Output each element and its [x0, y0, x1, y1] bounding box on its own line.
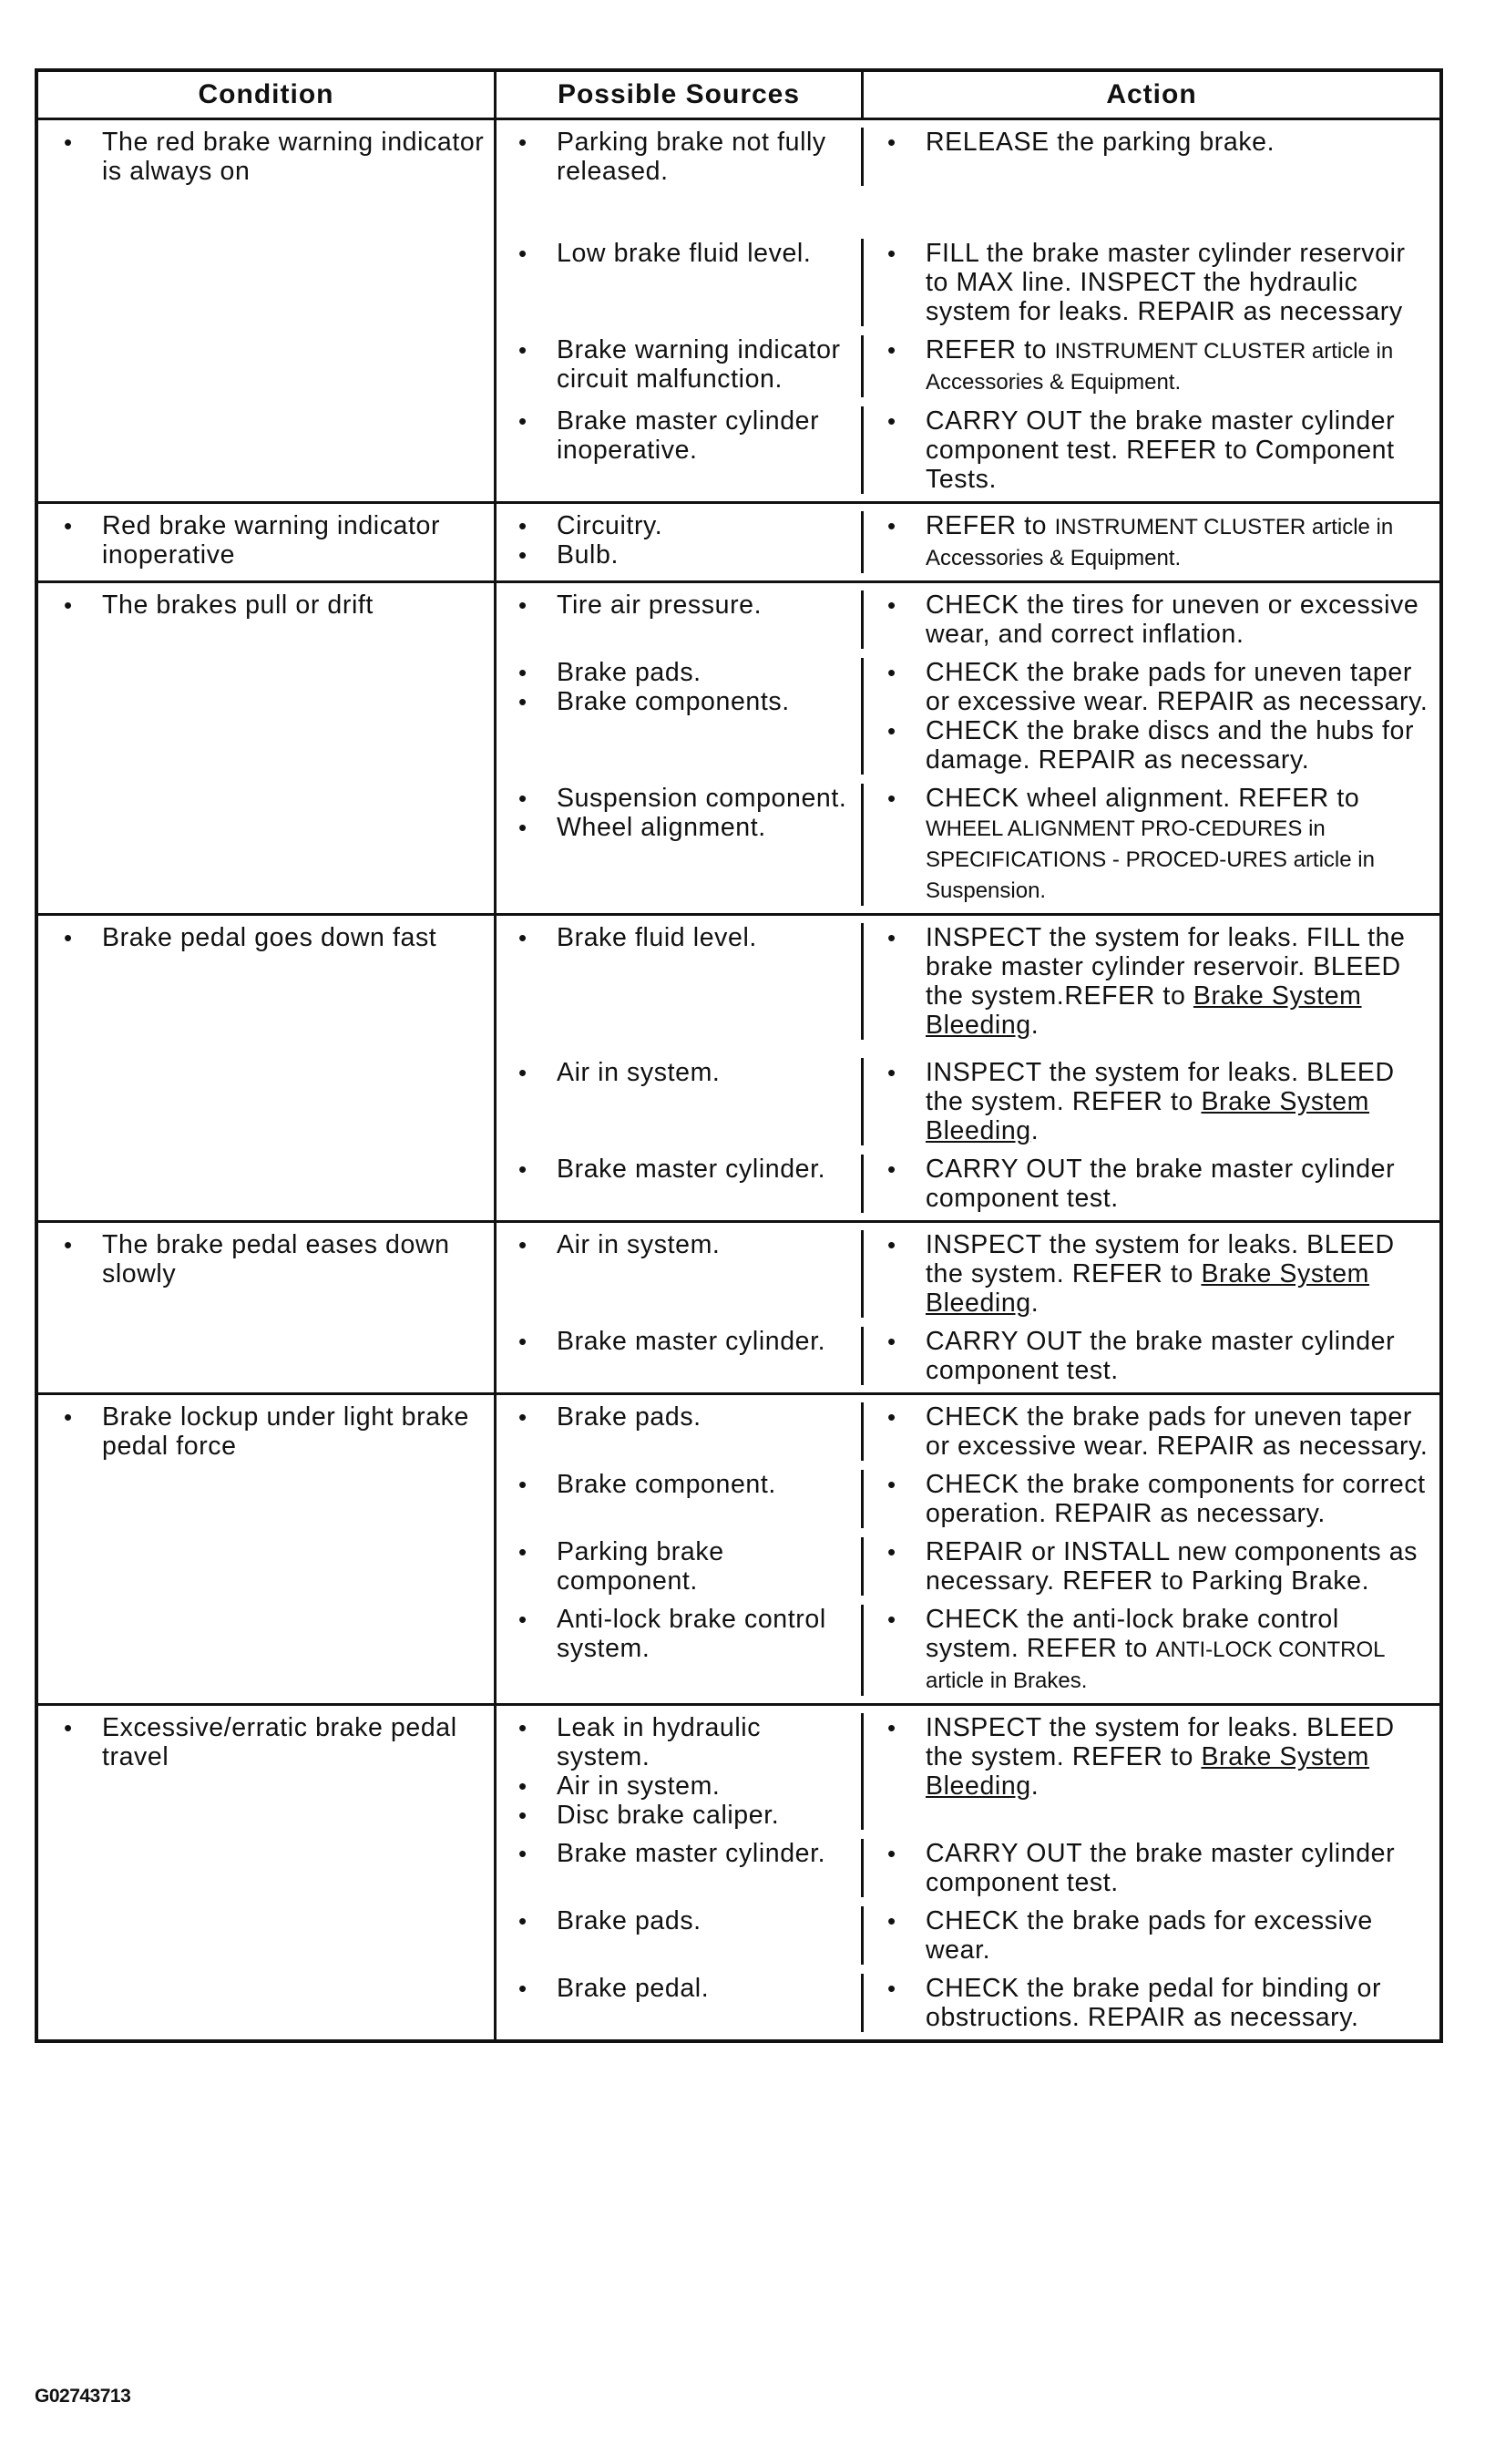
action-text: INSPECT the system for leaks. BLEED the system. REFER to: [926, 1713, 1395, 1771]
source-action-group: [497, 1058, 1439, 1145]
source-action-group: [497, 1713, 1439, 1830]
source-action-group: [497, 239, 1439, 326]
source-action-group: [497, 590, 1439, 649]
action-text: FILL the brake master cylinder reservoir to MAX line. INSPECT the hydraulic system for leaks. REPAIR as necessary: [926, 239, 1406, 326]
action-text: REFER to: [926, 335, 1055, 364]
condition-cell: [38, 583, 494, 913]
action-text: CHECK the brake pads for uneven taper or excessive wear. REPAIR as necessary.: [926, 1402, 1429, 1461]
actions-cell: [861, 1537, 1439, 1596]
sources-cell: [497, 511, 861, 573]
action-text: INSPECT the system for leaks. BLEED the system. REFER to: [926, 1230, 1395, 1288]
sources-cell: [497, 1537, 861, 1596]
source-action-group: [497, 406, 1439, 494]
action-text: INSPECT the system for leaks. FILL the brake master cylinder reservoir. BLEED the system.REFER to: [926, 923, 1406, 1011]
action-item: [926, 335, 1432, 397]
action-item: [926, 1974, 1432, 2032]
action-text: .: [1030, 1116, 1040, 1145]
source-item: • Low brake fluid level.: [557, 239, 852, 268]
condition-cell: [38, 916, 494, 1220]
action-link[interactable]: Brake System Bleeding: [926, 1259, 1370, 1318]
action-text: CHECK the brake components for correct operation. REPAIR as necessary.: [926, 1470, 1426, 1528]
actions-cell: [861, 784, 1439, 906]
action-item: [926, 1605, 1432, 1696]
source-action-group: [497, 1906, 1439, 1965]
source-item: • Brake master cylinder.: [557, 1327, 852, 1356]
table-row: [38, 120, 1439, 501]
source-item: • Tire air pressure.: [557, 590, 852, 620]
action-text: .: [1030, 1288, 1040, 1318]
table-row: [38, 580, 1439, 913]
action-item: [926, 658, 1432, 716]
sources-cell: [497, 1906, 861, 1965]
source-item: • Brake pads.: [557, 1906, 852, 1935]
action-item: [926, 1327, 1432, 1385]
action-item: [926, 128, 1432, 157]
sources-cell: [497, 1470, 861, 1528]
action-item: [926, 923, 1432, 1040]
source-action-group: [497, 1839, 1439, 1897]
header-condition: Condition: [198, 79, 334, 109]
action-item: [926, 590, 1432, 649]
action-item: [926, 1230, 1432, 1318]
actions-cell: [861, 1155, 1439, 1213]
condition-cell: [38, 1223, 494, 1392]
source-item: • Leak in hydraulic system.: [557, 1713, 852, 1771]
condition-item: • The brake pedal eases down slowly: [102, 1230, 485, 1288]
source-item: • Anti-lock brake control system.: [557, 1605, 852, 1663]
condition-item: • Excessive/erratic brake pedal travel: [102, 1713, 485, 1771]
sources-actions-cell: [494, 916, 1439, 1220]
action-item: [926, 239, 1432, 326]
action-text: .: [1030, 1011, 1040, 1040]
sources-cell: [497, 239, 861, 326]
sources-cell: [497, 1605, 861, 1696]
source-item: • Brake pedal.: [557, 1974, 852, 2003]
sources-cell: [497, 128, 861, 186]
sources-cell: [497, 1058, 861, 1145]
sources-cell: [497, 658, 861, 775]
condition-item: • Brake lockup under light brake pedal force: [102, 1402, 485, 1461]
sources-cell: [497, 406, 861, 494]
actions-cell: [861, 1974, 1439, 2032]
table-row: [38, 1220, 1439, 1392]
action-text: REPAIR or INSTALL new components as necessary. REFER to Parking Brake.: [926, 1537, 1418, 1596]
actions-cell: [861, 1906, 1439, 1965]
sources-cell: [497, 1155, 861, 1213]
action-link[interactable]: Brake System Bleeding: [926, 1087, 1370, 1145]
source-action-group: [497, 658, 1439, 775]
action-text: CHECK the anti-lock brake control system. REFER to: [926, 1605, 1339, 1663]
source-item: • Wheel alignment.: [557, 813, 852, 842]
sources-actions-cell: [494, 504, 1439, 580]
actions-cell: [861, 1470, 1439, 1528]
sources-cell: [497, 590, 861, 649]
action-link[interactable]: Brake System Bleeding: [926, 981, 1362, 1040]
action-text: CARRY OUT the brake master cylinder component test.: [926, 1839, 1396, 1897]
action-item: [926, 1155, 1432, 1213]
sources-actions-cell: [494, 1395, 1439, 1703]
sources-cell: [497, 1974, 861, 2032]
sources-cell: [497, 784, 861, 906]
source-item: • Brake fluid level.: [557, 923, 852, 952]
source-item: • Brake master cylinder inoperative.: [557, 406, 852, 465]
sources-cell: [497, 1402, 861, 1461]
sources-actions-cell: [494, 120, 1439, 501]
source-action-group: [497, 1537, 1439, 1596]
action-item: [926, 406, 1432, 494]
action-item: [926, 1470, 1432, 1528]
source-item: • Brake component.: [557, 1470, 852, 1499]
condition-item: • Brake pedal goes down fast: [102, 923, 485, 952]
action-reference: ANTI-LOCK CONTROL article in Brakes.: [926, 1638, 1385, 1693]
condition-item: • The red brake warning indicator is always on: [102, 128, 485, 186]
source-action-group: [497, 511, 1439, 573]
table-row: [38, 913, 1439, 1220]
action-item: [926, 1402, 1432, 1461]
source-action-group: [497, 1155, 1439, 1213]
source-action-group: [497, 1974, 1439, 2032]
action-text: REFER to: [926, 511, 1055, 540]
table-row: [38, 501, 1439, 580]
header-possible-sources: Possible Sources: [494, 72, 861, 118]
action-text: CARRY OUT the brake master cylinder component test. REFER to Component Tests.: [926, 406, 1396, 494]
action-link[interactable]: Brake System Bleeding: [926, 1742, 1370, 1801]
actions-cell: [861, 1230, 1439, 1318]
source-action-group: [497, 1605, 1439, 1696]
actions-cell: [861, 1058, 1439, 1145]
source-action-group: [497, 1230, 1439, 1318]
table-row: [38, 1703, 1439, 2039]
action-item: [926, 511, 1432, 573]
table-body: [38, 120, 1439, 2039]
action-text: CHECK the brake pedal for binding or obstructions. REPAIR as necessary.: [926, 1974, 1382, 2032]
source-action-group: [497, 1327, 1439, 1385]
condition-item: • The brakes pull or drift: [102, 590, 485, 620]
actions-cell: [861, 239, 1439, 326]
source-action-group: [497, 923, 1439, 1040]
condition-cell: [38, 504, 494, 580]
action-text: RELEASE the parking brake.: [926, 128, 1275, 157]
source-item: • Brake master cylinder.: [557, 1155, 852, 1184]
table-row: [38, 1392, 1439, 1703]
diagnosis-table: [35, 68, 1443, 2043]
sources-cell: [497, 1327, 861, 1385]
action-reference: INSTRUMENT CLUSTER article in Accessories & Equipment.: [926, 515, 1394, 570]
actions-cell: [861, 1605, 1439, 1696]
condition-item: • Red brake warning indicator inoperative: [102, 511, 485, 570]
header-action: Action: [861, 72, 1439, 118]
action-item: [926, 784, 1432, 906]
sources-actions-cell: [494, 1706, 1439, 2039]
action-text: CHECK the brake pads for excessive wear.: [926, 1906, 1373, 1965]
source-item: • Brake master cylinder.: [557, 1839, 852, 1868]
actions-cell: [861, 590, 1439, 649]
actions-cell: [861, 511, 1439, 573]
source-item: • Brake pads.: [557, 1402, 852, 1432]
source-action-group: [497, 1470, 1439, 1528]
source-item: • Air in system.: [557, 1230, 852, 1259]
source-item: • Parking brake not fully released.: [557, 128, 852, 186]
action-text: CARRY OUT the brake master cylinder component test.: [926, 1327, 1396, 1385]
actions-cell: [861, 658, 1439, 775]
action-item: [926, 1058, 1432, 1145]
action-text: INSPECT the system for leaks. BLEED the system. REFER to: [926, 1058, 1395, 1116]
actions-cell: [861, 335, 1439, 397]
sources-actions-cell: [494, 1223, 1439, 1392]
source-item: • Air in system.: [557, 1771, 852, 1801]
source-item: • Air in system.: [557, 1058, 852, 1087]
source-item: • Parking brake component.: [557, 1537, 852, 1596]
action-text: CHECK wheel alignment. REFER to: [926, 784, 1360, 813]
source-item: • Brake components.: [557, 687, 852, 716]
actions-cell: [861, 128, 1439, 186]
source-action-group: [497, 128, 1439, 186]
table-header: [38, 72, 1439, 120]
action-text: CHECK the brake discs and the hubs for damage. REPAIR as necessary.: [926, 716, 1415, 775]
figure-id: G02743713: [35, 2386, 131, 2407]
action-text: CHECK the brake pads for uneven taper or excessive wear. REPAIR as necessary.: [926, 658, 1429, 716]
sources-actions-cell: [494, 583, 1439, 913]
action-item: [926, 716, 1432, 775]
source-item: • Bulb.: [557, 540, 852, 570]
action-reference: INSTRUMENT CLUSTER article in Accessories & Equipment.: [926, 339, 1394, 395]
action-item: [926, 1713, 1432, 1801]
actions-cell: [861, 1402, 1439, 1461]
action-item: [926, 1839, 1432, 1897]
actions-cell: [861, 1839, 1439, 1897]
sources-cell: [497, 923, 861, 1040]
action-reference: WHEEL ALIGNMENT PRO-CEDURES in SPECIFICATIONS - PROCED-URES article in Suspension.: [926, 816, 1375, 903]
source-item: • Disc brake caliper.: [557, 1801, 852, 1830]
sources-cell: [497, 1230, 861, 1318]
condition-cell: [38, 1395, 494, 1703]
actions-cell: [861, 406, 1439, 494]
source-action-group: [497, 1402, 1439, 1461]
action-text: CHECK the tires for uneven or excessive wear, and correct inflation.: [926, 590, 1419, 649]
source-item: • Circuitry.: [557, 511, 852, 540]
source-item: • Suspension component.: [557, 784, 852, 813]
action-text: .: [1030, 1771, 1040, 1801]
source-item: • Brake pads.: [557, 658, 852, 687]
action-text: CARRY OUT the brake master cylinder component test.: [926, 1155, 1396, 1213]
source-action-group: [497, 335, 1439, 397]
action-item: [926, 1906, 1432, 1965]
source-item: • Brake warning indicator circuit malfunction.: [557, 335, 852, 394]
sources-cell: [497, 1839, 861, 1897]
condition-cell: [38, 120, 494, 501]
actions-cell: [861, 1327, 1439, 1385]
sources-cell: [497, 335, 861, 397]
sources-cell: [497, 1713, 861, 1830]
actions-cell: [861, 923, 1439, 1040]
condition-cell: [38, 1706, 494, 2039]
actions-cell: [861, 1713, 1439, 1830]
action-item: [926, 1537, 1432, 1596]
source-action-group: [497, 784, 1439, 906]
